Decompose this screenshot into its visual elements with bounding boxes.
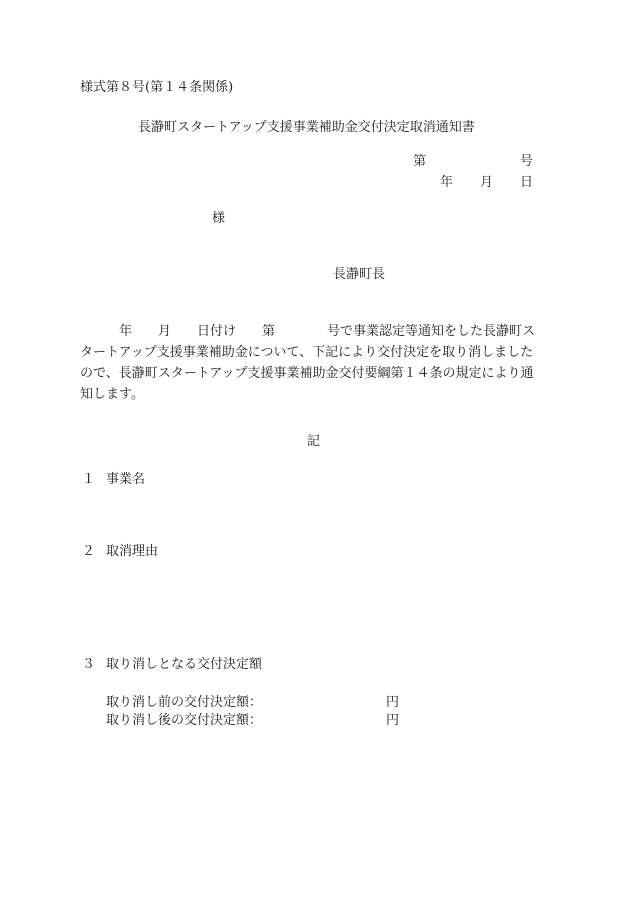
body-line: 知します。 bbox=[80, 387, 144, 402]
body-line: タートアップ支援事業補助金について、下記により交付決定を取り消しました bbox=[80, 345, 534, 360]
issuer: 長瀞町長 bbox=[333, 267, 386, 282]
recipient-suffix: 様 bbox=[212, 211, 226, 226]
date-day: 日 bbox=[520, 175, 534, 190]
item-label: 取消理由 bbox=[106, 544, 159, 559]
date-month: 月 bbox=[480, 175, 494, 190]
date-year: 年 bbox=[440, 175, 454, 190]
amount-after-label: 取り消し後の交付決定額： bbox=[106, 713, 263, 728]
item-label: 取り消しとなる交付決定額 bbox=[106, 657, 263, 672]
document-title: 長瀞町スタートアップ支援事業補助金交付決定取消通知書 bbox=[138, 120, 475, 135]
doc-number-prefix: 第 bbox=[413, 154, 427, 169]
amount-before-unit: 円 bbox=[386, 695, 400, 710]
body-line: ので、長瀞町スタートアップ支援事業補助金交付要綱第１４条の規定により通 bbox=[80, 366, 534, 381]
item-number: １ bbox=[82, 472, 96, 487]
doc-number-suffix: 号 bbox=[520, 154, 534, 169]
ki-heading: 記 bbox=[307, 434, 321, 449]
body-line: 年 月 日付け 第 号で事業認定等通知をした長瀞町ス bbox=[80, 324, 536, 339]
item-number: ３ bbox=[82, 657, 96, 672]
item-label: 事業名 bbox=[106, 472, 146, 487]
amount-before-label: 取り消し前の交付決定額： bbox=[106, 695, 263, 710]
body-paragraph bbox=[80, 321, 548, 405]
item-number: ２ bbox=[82, 544, 96, 559]
amount-after-unit: 円 bbox=[386, 713, 400, 728]
form-label: 様式第８号(第１４条関係) bbox=[80, 80, 234, 95]
